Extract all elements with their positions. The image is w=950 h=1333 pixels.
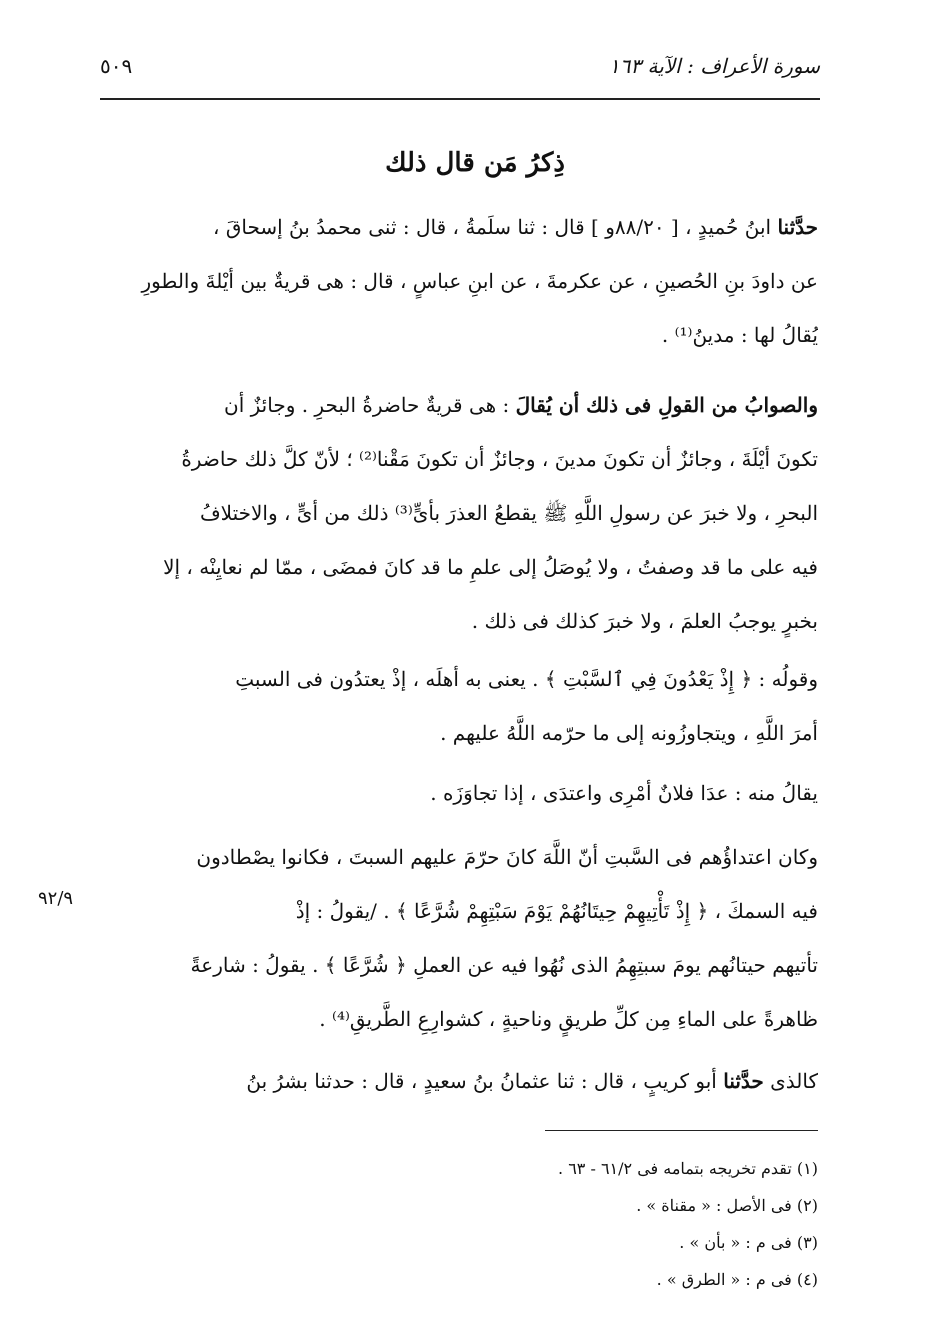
- text-line: [100, 830, 818, 884]
- line-text: تكونَ أيْلَةَ ، وجائزٌ أن تكونَ مدينَ ، وجائزٌ أن تكونَ مَقْنا⁽²⁾ ؛ لأنّ كلَّ ذلك حاضرةُ: [181, 447, 818, 471]
- running-title: سورة الأعراف : الآية ١٦٣: [608, 54, 820, 78]
- line-text: أمرَ اللَّهِ ، ويتجاوزُونه إلى ما حرّمه اللَّهُ عليهم .: [440, 721, 818, 745]
- text-line: [100, 308, 818, 362]
- footnote: (٤) فى م : « الطرق » .: [656, 1270, 818, 1289]
- line-text: ابنُ حُميدٍ ، [ ٨٨/٢٠و ] قال : ثنا سلَمةُ ، قال : ثنى محمدُ بنُ إسحاقَ ،: [213, 215, 778, 239]
- line-text: فيه السمكَ ، ﴿ إِذْ تَأْتِيهِمْ حِيتَانُهُمْ يَوْمَ سَبْتِهِمْ شُرَّعًا ﴾ . /يقولُ : إذْ: [295, 899, 818, 923]
- line-text: كالذى: [763, 1069, 818, 1093]
- footnote-rule: [545, 1130, 818, 1131]
- footnote: (٣) فى م : « بأن » .: [679, 1233, 818, 1252]
- paragraph-5: [100, 830, 818, 1046]
- line-text: أبو كريبٍ ، قال : ثنا عثمانُ بنُ سعيدٍ ، قال : حدثنا بشرُ بنُ: [246, 1069, 724, 1093]
- line-text: فيه على ما قد وصفتُ ، ولا يُوصَلُ إلى علمِ ما قد كانَ فمضَى ، ممّا لم نعايِنْه ، إلا: [163, 555, 818, 579]
- footnotes: [100, 1150, 818, 1298]
- margin-reference: ٩٢/٩: [38, 888, 74, 909]
- line-text: وقولُه : ﴿ إِذْ يَعْدُونَ فِي ٱلسَّبْتِ ﴾ . يعنى به أهلَه ، إذْ يعتدُون فى السبتِ: [235, 667, 818, 691]
- line-text: : هى قريةٌ حاضرةُ البحرِ . وجائزٌ أن: [224, 393, 516, 417]
- text-line: [100, 938, 818, 992]
- text-line: [100, 200, 818, 254]
- paragraph-2: [100, 378, 818, 648]
- line-text: يقالُ منه : عدَا فلانٌ أمْرِى واعتدَى ، إذا تجاوَزَه .: [430, 781, 818, 805]
- footnote: (٢) فى الأصل : « مقناة » .: [636, 1196, 818, 1215]
- line-text: يُقالُ لها : مدينُ⁽¹⁾ .: [661, 323, 818, 347]
- text-line: [100, 884, 818, 938]
- text-line: [100, 254, 818, 308]
- bold-phrase: حدَّثنا: [723, 1069, 764, 1093]
- section-title: ذِكرُ مَن قال ذلك: [385, 148, 565, 178]
- text-line: [100, 1054, 818, 1108]
- bold-phrase: والصوابُ من القولِ فى ذلك أن يُقالَ: [515, 393, 818, 417]
- paragraph-4: [100, 766, 818, 820]
- text-line: [100, 432, 818, 486]
- text-line: [100, 594, 818, 648]
- line-text: ظاهرةً على الماءِ مِن كلِّ طريقٍ وناحيةٍ ، كشوارِعِ الطَّريقِ⁽⁴⁾ .: [319, 1007, 818, 1031]
- line-text: بخبرٍ يوجبُ العلمَ ، ولا خبرَ كذلك فى ذلك .: [471, 609, 818, 633]
- text-line: [100, 378, 818, 432]
- text-line: [100, 766, 818, 820]
- page-number: ٥٠٩: [100, 54, 133, 78]
- paragraph-3: [100, 652, 818, 760]
- line-text: عن داودَ بنِ الحُصينِ ، عن عكرمةَ ، عن ابنِ عباسٍ ، قال : هى قريةٌ بين أيْلةَ والطورِ: [141, 269, 818, 293]
- text-line: [100, 652, 818, 706]
- text-line: [100, 486, 818, 540]
- paragraph-6: [100, 1054, 818, 1108]
- text-line: [100, 540, 818, 594]
- line-text: تأتيهم حيتانُهم يومَ سبتِهِمُ الذى نُهُوا فيه عن العملِ ﴿ شُرَّعًا ﴾ . يقولُ : شارعةً: [190, 953, 818, 977]
- line-text: البحرِ ، ولا خبرَ عن رسولِ اللَّهِ ﷺ يقطعُ العذرَ بأىٍّ⁽³⁾ ذلك من أىٍّ ، والاختلافُ: [199, 501, 818, 525]
- paragraph-1: [100, 200, 818, 362]
- text-line: [100, 706, 818, 760]
- line-text: وكان اعتداؤُهم فى السَّبتِ أنّ اللَّهَ كانَ حرّمَ عليهم السبتَ ، فكانوا يصْطادون: [196, 845, 818, 869]
- header-rule: [100, 98, 820, 100]
- text-line: [100, 992, 818, 1046]
- bold-phrase: حدَّثنا: [777, 215, 818, 239]
- footnote: (١) تقدم تخريجه بتمامه فى ٦١/٢ - ٦٣ .: [558, 1159, 818, 1178]
